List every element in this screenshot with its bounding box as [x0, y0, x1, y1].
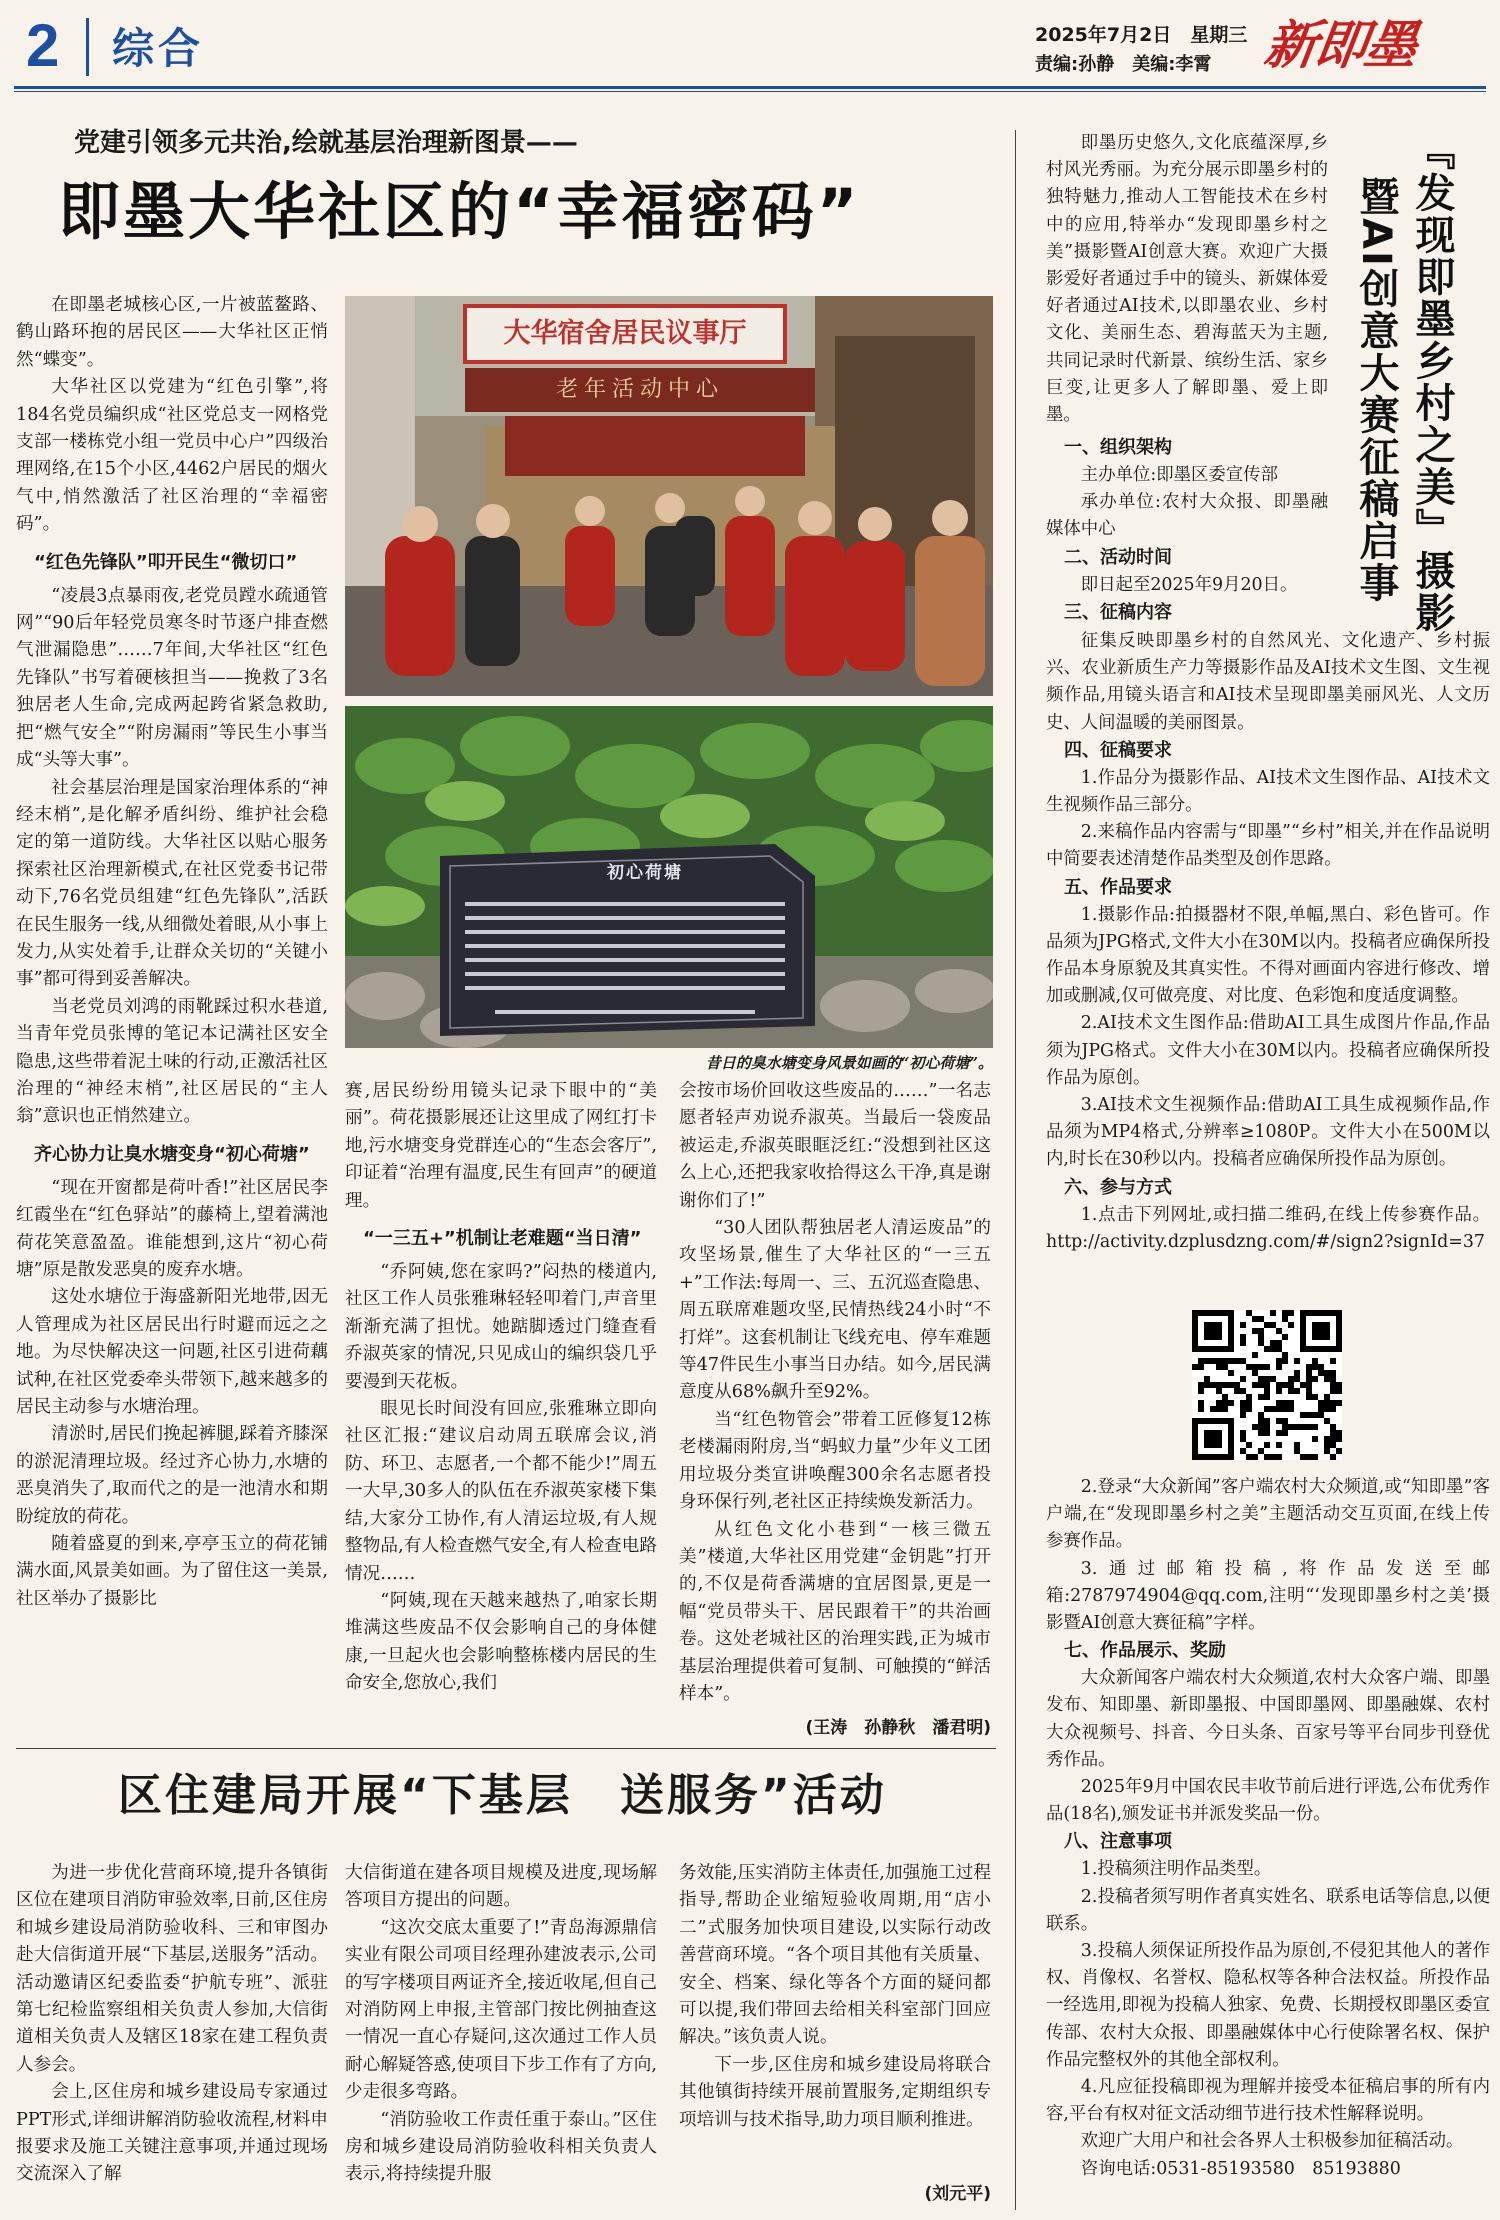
article2-column-1 [16, 1860, 328, 2210]
notice-participation [1046, 1474, 1490, 2214]
section-heading: 二、活动时间 [1064, 546, 1172, 568]
paragraph: 1.作品分为摄影作品、AI技术文生图作品、AI技术文生视频作品三部分。 [1046, 767, 1490, 816]
page-header [0, 0, 1500, 92]
article1-kicker: 党建引领多元共治,绘就基层治理新图景—— [74, 128, 578, 158]
paragraph: 在即墨老城核心区,一片被蓝鳌路、鹤山路环抱的居民区——大华社区正悄然“蝶变”。 [16, 295, 328, 370]
paragraph: 2.登录“大众新闻”客户端农村大众频道,或“知即墨”客户端,在“发现即墨乡村之美”主题活动交互页面,在线上传参赛作品。 [1046, 1477, 1490, 1552]
editors: 责编:孙静 美编:李霄 [1035, 54, 1212, 75]
article1-column-1 [16, 292, 328, 1742]
section-heading: 四、征稿要求 [1064, 739, 1172, 761]
article1-title: 即墨大华社区的“幸福密码” [58, 175, 861, 248]
article1-column-2 [345, 1078, 657, 1738]
stone-inscription-title: 初心荷塘 [607, 863, 683, 883]
paragraph: 赛,居民纷纷用镜头记录下眼中的“美丽”。荷花摄影展还让这里成了网红打卡地,污水塘变身党群连心的“生态会客厅”,印证着“治理有温度,民生有回声”的硬道理。 [345, 1081, 657, 1211]
paragraph: 当“红色物管会”带着工匠修复12栋老楼漏雨附房,当“蚂蚁力量”少年义工团用垃圾分类宣讲唤醒300余名志愿者投身环保行列,老社区正持续焕发新活力。 [679, 1409, 991, 1513]
article1-byline: (王涛 孙静秋 潘君明) [805, 1718, 991, 1738]
subheading: “红色先锋队”叩开民生“微切口” [34, 551, 298, 573]
paragraph: 从红色文化小巷到“一核三微五美”楼道,大华社区用党建“金钥匙”打开的,不仅是荷香满塘的宜居图景,更是一幅“党员带头干、居民跟着干”的共治画卷。这处老城社区的治理实践,正为城市基层治理提供着可复制、可触摸的“鲜活样本”。 [679, 1519, 991, 1704]
qr-code-icon[interactable] [1192, 1310, 1342, 1460]
paragraph: 清淤时,居民们挽起裤腿,踩着齐膝深的淤泥清理垃圾。经过齐心协力,水塘的恶臭消失了,取而代之的是一池清水和期盼绽放的荷花。 [16, 1424, 328, 1527]
article2-byline: (刘元平) [924, 2184, 991, 2204]
paragraph: 4.凡应征投稿即视为理解并接受本征稿启事的所有内容,平台有权对征文活动细节进行技术性解释说明。 [1046, 2077, 1490, 2125]
paragraph: 1.点击下列网址,或扫描二维码,在线上传参赛作品。http://activity.dzplusdzng.com/#/sign2?signId=37 [1046, 1204, 1490, 1252]
paragraph: 大信街道在建各项目规模及进度,现场解答项目方提出的问题。 [345, 1863, 657, 1911]
contact-phone: 咨询电话:0531-85193580 85193880 [1080, 2158, 1401, 2179]
paragraph: “30人团队帮独居老人清运废品”的攻坚场景,催生了大华社区的“一三五+”工作法:每周一、三、五沉巡查隐患、周五联席难题攻坚,民情热线24小时“不打烊”。这套机制让飞线充电、停车难题等47件民生小事当日办结。如今,居民满意度从68%飙升至92%。 [679, 1218, 991, 1403]
article2-title: 区住建局开展“下基层 送服务”活动 [118, 1770, 887, 1821]
paragraph: 3.投稿人须保证所投作品为原创,不侵犯其他人的著作权、肖像权、名誉权、隐私权等各种合法权益。所投作品一经选用,即视为投稿人独家、免费、长期授权即墨区委宣传部、农村大众报、即墨融媒体中心行使除署名权、保护作品完整权外的其他全部权利。 [1046, 1941, 1490, 2070]
paragraph: 2025年9月中国农民丰收节前后进行评选,公布优秀作品(18名),颁发证书并派发奖品一份。 [1046, 1777, 1490, 1825]
header-divider [86, 18, 89, 76]
paragraph: 即日起至2025年9月20日。 [1080, 574, 1298, 595]
notice-requirements [1046, 628, 1490, 1288]
header-rule [14, 86, 1486, 89]
paragraph: 会上,区住房和城乡建设局专家通过PPT形式,详细讲解消防验收流程,材料申报要求及施工关键注意事项,并通过现场交流深入了解 [16, 2082, 328, 2185]
paragraph: 主办单位:即墨区委宣传部 [1080, 465, 1278, 485]
section-name: 综合 [112, 24, 205, 73]
section-heading: 五、作品要求 [1064, 876, 1172, 898]
paragraph: 为进一步优化营商环境,提升各镇街区位在建项目消防审验效率,日前,区住房和城乡建设局消防验收科、三和审图办赴大信街道开展“下基层,送服务”活动。活动邀请区纪委监委“护航专班”、派驻第七纪检监察组相关负责人参加,大信街道相关负责人及辖区18家在建工程负责人参会。 [16, 1863, 328, 2075]
article2-column-2 [345, 1860, 657, 2210]
paragraph: 这处水塘位于海盛新阳光地带,因无人管理成为社区居民出行时避而远之之地。为尽快解决这一问题,社区引进荷藕试种,在社区党委牵头带领下,越来越多的居民主动参与水塘治理。 [16, 1287, 328, 1418]
paragraph: 务效能,压实消防主体责任,加强施工过程指导,帮助企业缩短验收周期,用“店小二”式服务加快项目建设,以实际行动改善营商环境。“各个项目其他有关质量、安全、档案、绿化等各个方面的疑问都可以提,我们带回去给相关科室部门回应解决。”该负责人说。 [679, 1863, 991, 2048]
paragraph: 下一步,区住房和城乡建设局将联合其他镇街持续开展前置服务,定期组织专项培训与技术指导,助力项目顺利推进。 [679, 2054, 991, 2130]
paragraph: 2.投稿者须写明作者真实姓名、联系电话等信息,以便联系。 [1046, 1886, 1490, 1934]
section-heading: 六、参与方式 [1064, 1176, 1172, 1198]
paragraph: 2.AI技术文生图作品:借助AI工具生成图片作品,作品须为JPG格式。文件大小在30M以内。投稿者应确保所投作品为原创。 [1046, 1013, 1490, 1088]
paragraph: 随着盛夏的到来,亭亭玉立的荷花铺满水面,风景美如画。为了留住这一美景,社区举办了摄影比 [16, 1534, 328, 1609]
notice-title-line-2: 暨AI创意大赛征稿启事 [1353, 176, 1399, 604]
notice-title-line-1: 『发现即墨乡村之美』摄影 [1409, 130, 1455, 634]
paragraph: “乔阿姨,您在家吗?”闷热的楼道内,社区工作人员张雅琳轻轻叩着门,声音里渐渐充满了担忧。她踮脚透过门缝查看乔淑英家的情况,只见成山的编织袋几乎要漫到天花板。 [345, 1262, 657, 1392]
photo-caption: 昔日的臭水塘变身风景如画的“初心荷塘”。 [705, 1054, 993, 1072]
article1-column-3 [679, 1078, 991, 1738]
paragraph: “这次交底太重要了!”青岛海源鼎信实业有限公司项目经理孙建波表示,公司的写字楼项目两证齐全,接近收尾,但自己对消防网上申报,主管部门按比例抽查这一情况一直心存疑问,这次通过工作人员耐心解疑答惑,使项目下步工作有了方向,少走很多弯路。 [345, 1917, 657, 2103]
masthead-logo: 新即墨 [1260, 15, 1420, 76]
paragraph: “凌晨3点暴雨夜,老党员蹚水疏通管网”“90后年轻党员寒冬时节逐户排查燃气泄漏隐患”……7年间,大华社区“红色先锋队”书写着硬核担当——挽救了3名独居老人生命,完成两起跨省紧急救助,把“燃气安全”“附房漏雨”等民生小事当成“头等大事”。 [16, 585, 328, 771]
paragraph: 1.投稿须注明作品类型。 [1080, 1859, 1272, 1880]
paragraph: 欢迎广大用户和社会各界人士积极参加征稿活动。 [1080, 2131, 1464, 2152]
section-heading: 八、注意事项 [1064, 1831, 1172, 1853]
issue-date: 2025年7月2日 星期三 [1035, 24, 1248, 46]
section-heading: 七、作品展示、奖励 [1064, 1640, 1226, 1662]
section-heading: 三、征稿内容 [1064, 601, 1172, 623]
paragraph: 3.AI技术文生视频作品:借助AI工具生成视频作品,作品须为MP4格式,分辨率≥1080P。文件大小在500M以内,时长在30秒以内。投稿者应确保所投作品为原创。 [1046, 1095, 1490, 1170]
section-divider [16, 1748, 996, 1749]
paragraph: “现在开窗都是荷叶香!”社区居民李红霞坐在“红色驿站”的藤椅上,望着满池荷花笑意盈盈。谁能想到,这片“初心荷塘”原是散发恶臭的废弃水塘。 [16, 1177, 328, 1280]
photo-residents-meeting [345, 296, 993, 696]
photo-plaque-text: 老年活动中心 [555, 377, 724, 402]
paragraph: 大华社区以党建为“红色引擎”,将184名党员编织成“社区党总支一网格党支部一楼栋党小组一党员中心户”四级治理网络,在15个小区,4462户居民的烟火气中,悄然激活了社区治理的“幸福密码”。 [16, 377, 328, 535]
paragraph: 3.通过邮箱投稿,将作品发送至邮箱:2787974904@qq.com,注明“‘发现即墨乡村之美’摄影暨AI创意大赛征稿”字样。 [1046, 1558, 1490, 1634]
paragraph: 2.来稿作品内容需与“即墨”“乡村”相关,并在作品说明中简要表述清楚作品类型及创作思路。 [1046, 822, 1490, 870]
paragraph: 1.摄影作品:拍摄器材不限,单幅,黑白、彩色皆可。作品须为JPG格式,文件大小在30M以内。投稿者应确保所投作品本身原貌及其真实性。不得对画面内容进行修改、增加或删减,仅可做亮度、对比度、色彩饱和度适度调整。 [1046, 904, 1490, 1007]
paragraph: 会按市场价回收这些废品的……”一名志愿者轻声劝说乔淑英。当最后一袋废品被运走,乔淑英眼眶泛红:“没想到社区这么上心,还把我家收拾得这么干净,真是谢谢你们了!” [679, 1081, 991, 1211]
photo-sign-text: 大华宿舍居民议事厅 [503, 318, 747, 349]
column-divider [1015, 130, 1016, 2210]
photo-lotus-pond [345, 706, 993, 1048]
subheading: “一三五+”机制让老难题“当日清” [363, 1228, 642, 1250]
paragraph: “消防验收工作责任重于泰山。”区住房和城乡建设局消防验收科相关负责人表示,将持续提升服 [345, 2109, 657, 2185]
section-heading: 一、组织架构 [1064, 437, 1172, 458]
notice-organization [1046, 434, 1328, 634]
page-number: 2 [26, 12, 60, 79]
paragraph: 征集反映即墨乡村的自然风光、文化遗产、乡村振兴、农业新质生产力等摄影作品及AI技术文生图、文生视频作品,用镜头语言和AI技术呈现即墨美丽风光、人文历史、人间温暖的美丽图景。 [1046, 631, 1490, 733]
paragraph: 社会基层治理是国家治理体系的“神经末梢”,是化解矛盾纠纷、维护社会稳定的第一道防线。大华社区以贴心服务探索社区治理新模式,在社区党委书记带动下,76名党员组建“红色先锋队”,活跃在民生服务一线,从细微处着眼,从小事上发力,从实处着手,让群众关切的“关键小事”都可得到妥善解决。 [16, 777, 328, 990]
header-rule-thin [14, 91, 1486, 92]
notice-intro [1046, 130, 1328, 430]
paragraph: 即墨历史悠久,文化底蕴深厚,乡村风光秀丽。为充分展示即墨乡村的独特魅力,推动人工智能技术在乡村中的应用,特举办“发现即墨乡村之美”摄影暨AI创意大赛。欢迎广大摄影爱好者通过手中的镜头、新媒体爱好者通过AI技术,以即墨农业、乡村文化、美丽生态、碧海蓝天为主题,共同记录时代新景、缤纷生活、家乡巨变,让更多人了解即墨、爱上即墨。 [1046, 133, 1328, 426]
article2-column-3 [679, 1860, 991, 2170]
paragraph: 眼见长时间没有回应,张雅琳立即向社区汇报:“建议启动周五联席会议,消防、环卫、志愿者,一个都不能少!”周五一大早,30多人的队伍在乔淑英家楼下集结,大家分工协作,有人清运垃圾,有人规整物品,有人检查燃气安全,有人检查电路情况…… [345, 1399, 657, 1584]
paragraph: 承办单位:农村大众报、即墨融媒体中心 [1046, 492, 1328, 540]
paragraph: 当老党员刘鸿的雨靴踩过积水巷道,当青年党员张博的笔记本记满社区安全隐患,这些带着泥土味的行动,正激活社区治理的“神经末梢”,社区居民的“主人翁”意识也正悄然建立。 [16, 996, 328, 1127]
paragraph: 大众新闻客户端农村大众频道,农村大众客户端、即墨发布、知即墨、新即墨报、中国即墨网、即墨融媒、农村大众视频号、抖音、今日头条、百家号等平台同步刊登优秀作品。 [1046, 1668, 1490, 1770]
paragraph: “阿姨,现在天越来越热了,咱家长期堆满这些废品不仅会影响自己的身体健康,一旦起火也会影响整栋楼内居民的生命安全,您放心,我们 [345, 1590, 657, 1694]
subheading: 齐心协力让臭水塘变身“初心荷塘” [34, 1143, 310, 1165]
